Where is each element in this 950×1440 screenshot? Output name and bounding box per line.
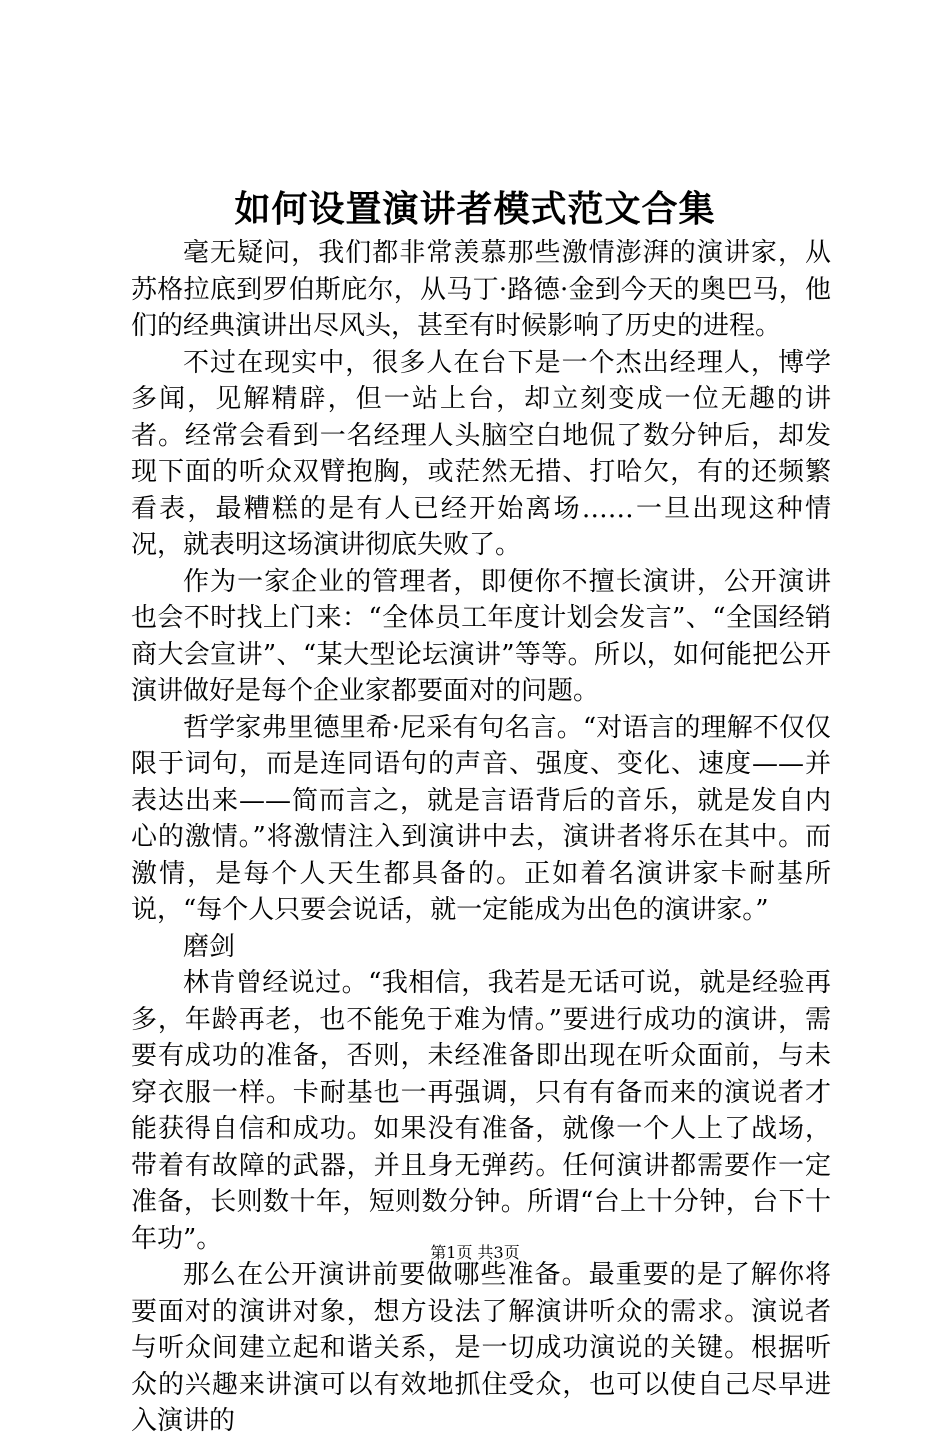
section-heading-mojian: 磨剑	[183, 931, 236, 962]
paragraph-lincoln: 林肯曾经说过。“我相信，我若是无话可说，就是经验再多，年龄再老，也不能免于难为情。”要进行成功的演讲，需要有成功的准备，否则，未经准备即出现在听众面前，与未穿衣服一样。卡耐基也一再强调，只有有备而来的演说者才能获得自信和成功。如果没有准备，就像一个人上了战场，带着有故障的武器，并且身无弹药。任何演讲都需要作一定准备，长则数十年，短则数分钟。所谓“台上十分钟，台下十年功”。	[131, 968, 831, 1254]
paragraph-intro: 毫无疑问，我们都非常羡慕那些激情澎湃的演讲家，从苏格拉底到罗伯斯庇尔，从马丁·路德·金到今天的奥巴马，他们的经典演讲出尽风头，甚至有时候影响了历史的进程。	[131, 238, 831, 341]
paragraph-reality: 不过在现实中，很多人在台下是一个杰出经理人，博学多闻，见解精辟，但一站上台，却立刻变成一位无趣的讲者。经常会看到一名经理人头脑空白地侃了数分钟后，却发现下面的听众双臂抱胸，或茫然无措、打哈欠，有的还频繁看表，最糟糕的是有人已经开始离场……一旦出现这种情况，就表明这场演讲彻底失败了。	[131, 347, 831, 560]
paragraph-nietzsche: 哲学家弗里德里希·尼采有句名言。“对语言的理解不仅仅限于词句，而是连同语句的声音、强度、变化、速度——并表达出来——简而言之，就是言语背后的音乐，就是发自内心的激情。”将激情注入到演讲中去，演讲者将乐在其中。而激情，是每个人天生都具备的。正如着名演讲家卡耐基所说，“每个人只要会说话，就一定能成为出色的演讲家。”	[131, 712, 831, 925]
page-footer: 第1页 共3页	[430, 1243, 520, 1262]
document-title: 如何设置演讲者模式范文合集	[234, 188, 716, 230]
paragraph-preparation: 那么在公开演讲前要做哪些准备。最重要的是了解你将要面对的演讲对象，想方设法了解演讲听众的需求。演说者与听众间建立起和谐关系，是一切成功演说的关键。根据听众的兴趣来讲演可以有效地抓住受众，也可以使自己尽早进入演讲的	[131, 1260, 831, 1436]
paragraph-manager: 作为一家企业的管理者，即便你不擅长演讲，公开演讲也会不时找上门来：“全体员工年度计划会发言”、“全国经销商大会宣讲”、“某大型论坛演讲”等等。所以，如何能把公开演讲做好是每个企业家都要面对的问题。	[131, 566, 831, 706]
